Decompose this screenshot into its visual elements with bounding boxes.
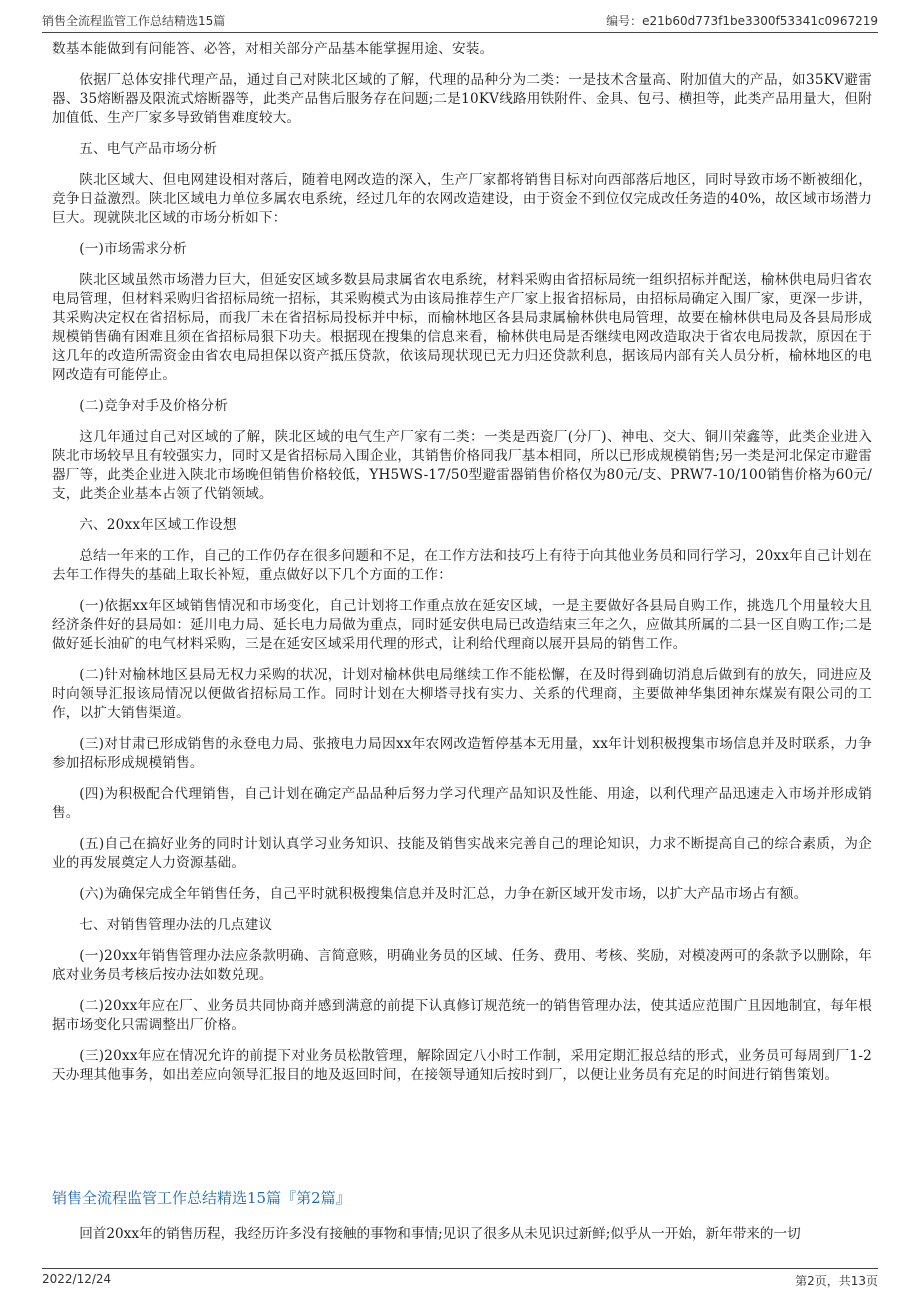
paragraph: (三)20xx年应在情况允许的前提下对业务员松散管理，解除固定八小时工作制，采用定期汇报总结的形式，业务员可每周到厂1-2天办理其他事务，如出差应向领导汇报目的地及返回时间，在接领导通知后按时到厂，以便让业务员有充足的时间进行销售策划。 (52, 1048, 872, 1083)
subsection-heading: (一)市场需求分析 (79, 241, 187, 257)
page-header (42, 10, 878, 33)
paragraph: 陕北区域大、但电网建设相对落后，随着电网改造的深入，生产厂家都将销售目标对向西部落后地区，同时导致市场不断被细化，竞争日益激烈。陕北区域电力单位多属农电系统，经过几年的农网改造建设，由于资金不到位仅完成改任务造的40%，故区域市场潜力巨大。现就陕北区域的市场分析如下： (52, 172, 872, 226)
paragraph: (四)为积极配合代理销售，自己计划在确定产品品种后努力学习代理产品知识及性能、用途，以利代理产品迅速走入市场并形成销售。 (52, 786, 872, 821)
paragraph: (五)自己在搞好业务的同时计划认真学习业务知识、技能及销售实战来完善自己的理论知识，力求不断提高自己的综合素质，为企业的再发展奠定人力资源基础。 (52, 836, 872, 871)
article-title-link[interactable]: 销售全流程监管工作总结精选15篇『第2篇』 (52, 1189, 351, 1207)
paragraph: (二)20xx年应在厂、业务员共同协商并感到满意的前提下认真修订规范统一的销售管理办法，使其适应范围广且因地制宜，每年根据市场变化只需调整出厂价格。 (52, 998, 872, 1033)
paragraph: 数基本能做到有问能答、必答，对相关部分产品基本能掌握用途、安装。 (52, 41, 494, 57)
paragraph: 总结一年来的工作，自己的工作仍存在很多问题和不足，在工作方法和技巧上有待于向其他业务员和同行学习，20xx年自己计划在去年工作得失的基础上取长补短，重点做好以下几个方面的工作： (52, 548, 872, 583)
section-heading: 五、电气产品市场分析 (79, 141, 218, 157)
footer-page-number: 第2页，共13页 (795, 1274, 878, 1288)
paragraph: (三)对甘肃已形成销售的永登电力局、张掖电力局因xx年农网改造暂停基本无用量，xx年计划积极搜集市场信息并及时联系，力争参加招标形成规模销售。 (52, 736, 872, 771)
header-doc-number: 编号：e21b60d773f1be3300f53341c0967219 (606, 14, 878, 28)
page-footer (42, 1268, 878, 1289)
paragraph: (一)依据xx年区域销售情况和市场变化，自己计划将工作重点放在延安区域，一是主要做好各县局自购工作，挑选几个用量较大且经济条件好的县局如：延川电力局、延长电力局做为重点，同时延安供电局已改造结束三年之久，应做其所属的二县一区自购工作;二是做好延长油矿的电气材料采购，三是在延安区域采用代理的形式，让利给代理商以展开县局的销售工作。 (52, 598, 872, 652)
paragraph: 这几年通过自己对区域的了解，陕北区域的电气生产厂家有二类：一类是西瓷厂(分厂)、神电、交大、铜川荣鑫等，此类企业进入陕北市场较早且有较强实力，同时又是省招标局入围企业，其销售价格同我厂基本相同，所以已形成规模销售;另一类是河北保定市避雷器厂等，此类企业进入陕北市场晚但销售价格较低，YH5WS-17/50型避雷器销售价格仅为80元/支、PRW7-10/100销售价格为60元/支，此类企业基本占领了代销领域。 (52, 429, 872, 502)
footer-date: 2022/12/24 (42, 1272, 112, 1286)
header-title: 销售全流程监管工作总结精选15篇 (42, 14, 226, 28)
subsection-heading: (二)竞争对手及价格分析 (79, 398, 229, 414)
paragraph: (一)20xx年销售管理办法应条款明确、言简意赅，明确业务员的区域、任务、费用、考核、奖励，对模凌两可的条款予以删除，年底对业务员考核后按办法如数兑现。 (52, 948, 872, 983)
paragraph: 依据厂总体安排代理产品，通过自己对陕北区域的了解，代理的品种分为二类：一是技术含量高、附加值大的产品，如35KV避雷器、35熔断器及限流式熔断器等，此类产品售后服务存在问题;二是10KV线路用铁附件、金具、包弓、横担等，此类产品用量大，但附加值低、生产厂家多导致销售难度较大。 (52, 72, 872, 126)
paragraph: (六)为确保完成全年销售任务，自己平时就积极搜集信息并及时汇总，力争在新区域开发市场，以扩大产品市场占有额。 (79, 886, 808, 902)
paragraph: 回首20xx年的销售历程，我经历许多没有接触的事物和事情;见识了很多从未见识过新鲜;似乎从一开始，新年带来的一切 (79, 1226, 801, 1242)
paragraph: 陕北区域虽然市场潜力巨大，但延安区域多数县局隶属省农电系统，材料采购由省招标局统一组织招标并配送，榆林供电局归省农电局管理，但材料采购归省招标局统一招标，其采购模式为由该局推荐生产厂家上报省招标局，由招标局确定入围厂家，更深一步讲，其采购决定权在省招标局，而我厂未在省招标局投标并中标，而榆林地区各县局隶属榆林供电局管理，故要在榆林供电局及各县局形成规模销售确有困难且须在省招标局狠下功夫。根据现在搜集的信息来看，榆林供电局是否继续电网改造取决于省农电局拨款，原因在于这几年的改造所需资金由省农电局担保以资产抵压贷款，依该局现状现已无力归还贷款利息，据该局内部有关人员分析，榆林地区的电网改造有可能停止。 (52, 272, 872, 383)
section-heading: 七、对销售管理办法的几点建议 (79, 917, 273, 933)
paragraph: (二)针对榆林地区县局无权力采购的状况，计划对榆林供电局继续工作不能松懈，在及时得到确切消息后做到有的放矢，同进应及时向领导汇报该局情况以便做省招标局工作。同时计划在大柳塔寻找有实力、关系的代理商，主要做神华集团神东煤炭有限公司的工作，以扩大销售渠道。 (52, 667, 872, 721)
section-heading: 六、20xx年区域工作设想 (79, 517, 237, 533)
document-body (52, 40, 872, 1097)
